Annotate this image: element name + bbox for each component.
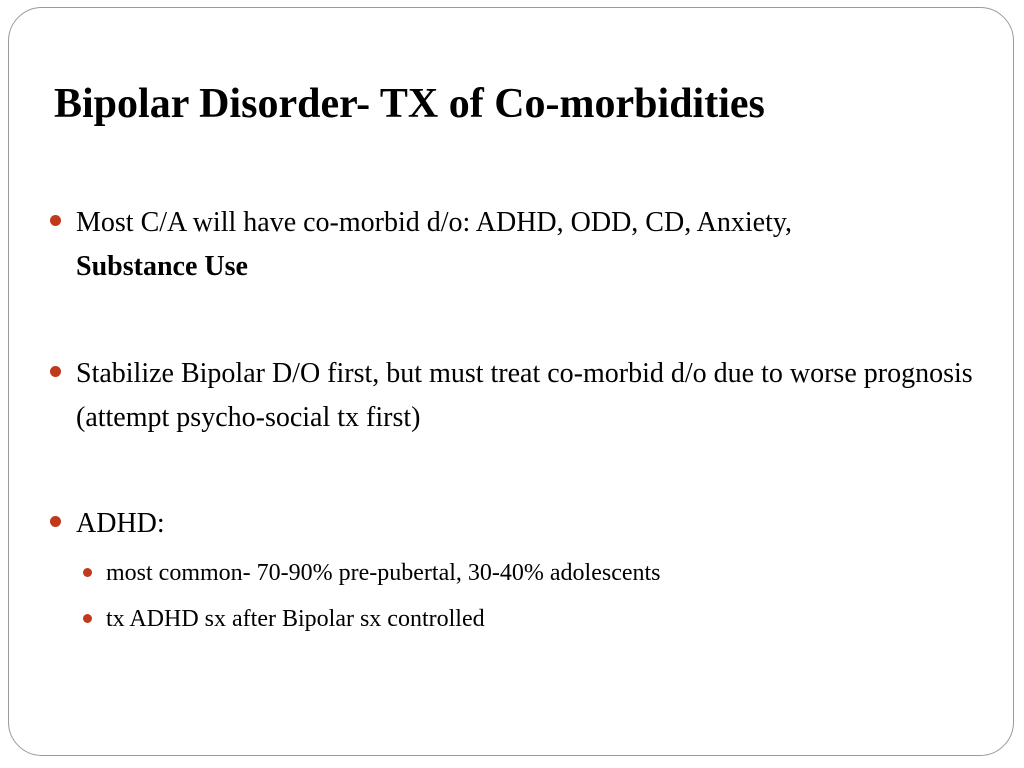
bullet-dot-icon [50, 516, 61, 527]
slide-title: Bipolar Disorder- TX of Co-morbidities [54, 81, 765, 127]
bullet-dot-icon [83, 568, 92, 577]
bullet-item-comorbid [76, 201, 976, 289]
sub-bullet-item-common [106, 557, 986, 589]
sub-bullet-text: tx ADHD sx after Bipolar sx controlled [106, 606, 485, 632]
bullet-dot-icon [83, 614, 92, 623]
bullet-dot-icon [50, 366, 61, 377]
bullet-item-stabilize [76, 352, 976, 440]
bullet-text: Stabilize Bipolar D/O first, but must treat co-morbid d/o due to worse prognosis (attempt psycho-social tx first) [76, 358, 973, 433]
sub-bullet-text: most common- 70-90% pre-pubertal, 30-40% adolescents [106, 560, 661, 586]
bullet-text: ADHD: [76, 508, 165, 539]
sub-bullet-item-treat [106, 603, 986, 635]
bullet-item-adhd [76, 502, 976, 546]
bullet-dot-icon [50, 215, 61, 226]
bullet-text: Most C/A will have co-morbid d/o: ADHD, ODD, CD, Anxiety, [76, 207, 793, 238]
bullet-bold-text: Substance Use [76, 251, 248, 282]
